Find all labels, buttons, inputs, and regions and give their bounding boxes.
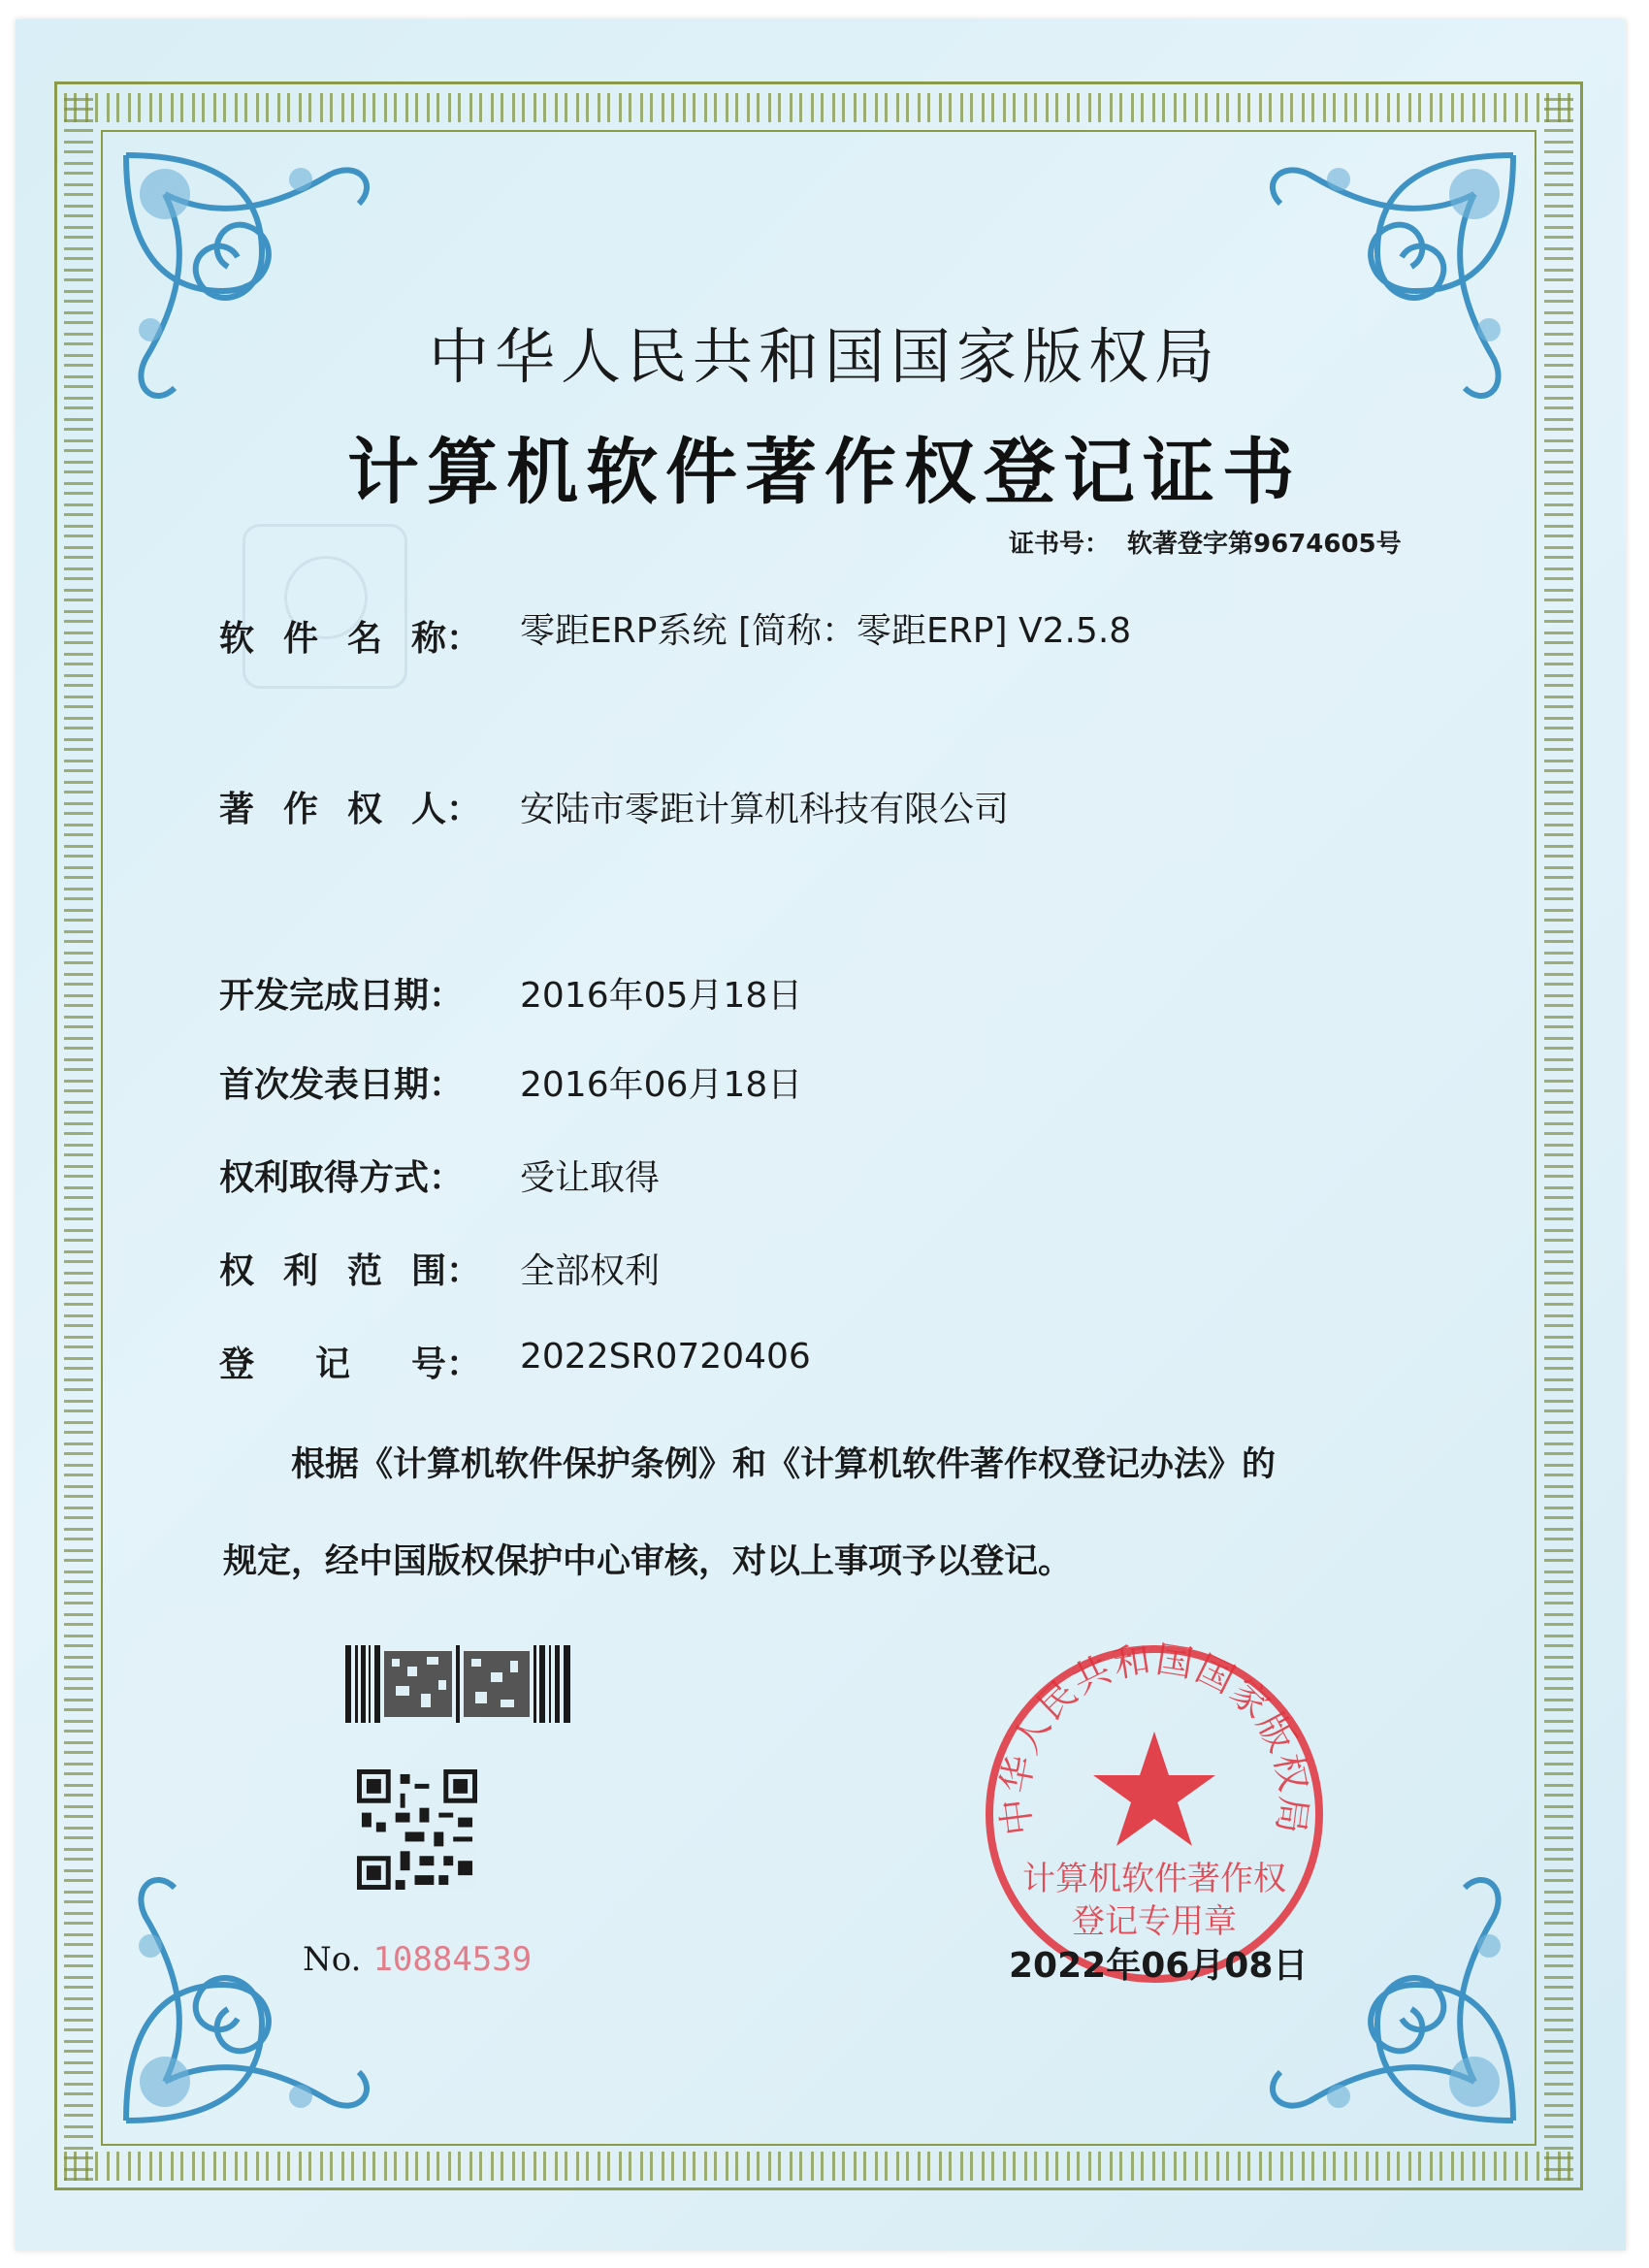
field-label: 权 利 范 围：: [219, 1251, 481, 1291]
registration-number-value: 2022SR0720406: [520, 1337, 811, 1377]
software-version: V2.5.8: [1018, 611, 1132, 651]
software-short-name: [简称：零距ERP]: [737, 611, 1008, 651]
seal-line-2: 登记专用章: [1072, 1902, 1237, 1941]
certificate-number-value: 软著登字第9674605号: [1127, 530, 1402, 559]
fret-border-left: [64, 93, 93, 2181]
star-icon: [1093, 1732, 1215, 1846]
field-value: [520, 603, 1131, 653]
official-seal: [980, 1639, 1329, 1989]
fret-border-top: [64, 93, 1573, 122]
field-label: 首次发表日期：: [219, 1065, 465, 1105]
certificate-number: [1009, 524, 1402, 560]
issue-date: 2022年06月08日: [1009, 1946, 1309, 1986]
copyright-holder-value: 安陆市零距计算机科技有限公司: [520, 790, 1010, 829]
barcode: [345, 1645, 570, 1723]
fret-border-right: [1544, 93, 1573, 2181]
acquisition-method-value: 受让取得: [520, 1158, 661, 1198]
seal-line-1: 计算机软件著作权: [1022, 1860, 1286, 1898]
serial-number: [303, 1940, 532, 1979]
dev-completion-date-value: 2016年05月18日: [520, 976, 803, 1016]
rights-scope-value: 全部权利: [520, 1251, 661, 1291]
field-label: 软 件 名 称：: [219, 619, 481, 659]
field-label: 登 记 号：: [219, 1345, 481, 1384]
fret-border-bottom: [64, 2152, 1573, 2181]
corner-ornament-bottom-left: [107, 1849, 398, 2140]
embossed-seal-mark: [242, 524, 407, 689]
statement-line-2: 规定，经中国版权保护中心审核，对以上事项予以登记。: [223, 1542, 1073, 1581]
software-name: 零距ERP系统: [520, 611, 728, 651]
serial-number-value: 10884539: [372, 1940, 533, 1979]
issuing-authority: 中华人民共和国国家版权局: [428, 321, 1220, 392]
first-publish-date-value: 2016年06月18日: [520, 1065, 803, 1105]
certificate-number-label: 证书号：: [1009, 530, 1111, 559]
seal-arc-text: 中华人民共和国国家版权局: [992, 1639, 1316, 1838]
field-label: 开发完成日期：: [219, 976, 465, 1016]
field-label: 权利取得方式：: [219, 1158, 465, 1198]
certificate-title: 计算机软件著作权登记证书: [347, 431, 1302, 514]
statement-line-1: 根据《计算机软件保护条例》和《计算机软件著作权登记办法》的: [291, 1445, 1277, 1484]
qr-code: [357, 1769, 477, 1890]
field-label: 著 作 权 人：: [219, 790, 481, 829]
serial-prefix: No.: [303, 1940, 362, 1979]
